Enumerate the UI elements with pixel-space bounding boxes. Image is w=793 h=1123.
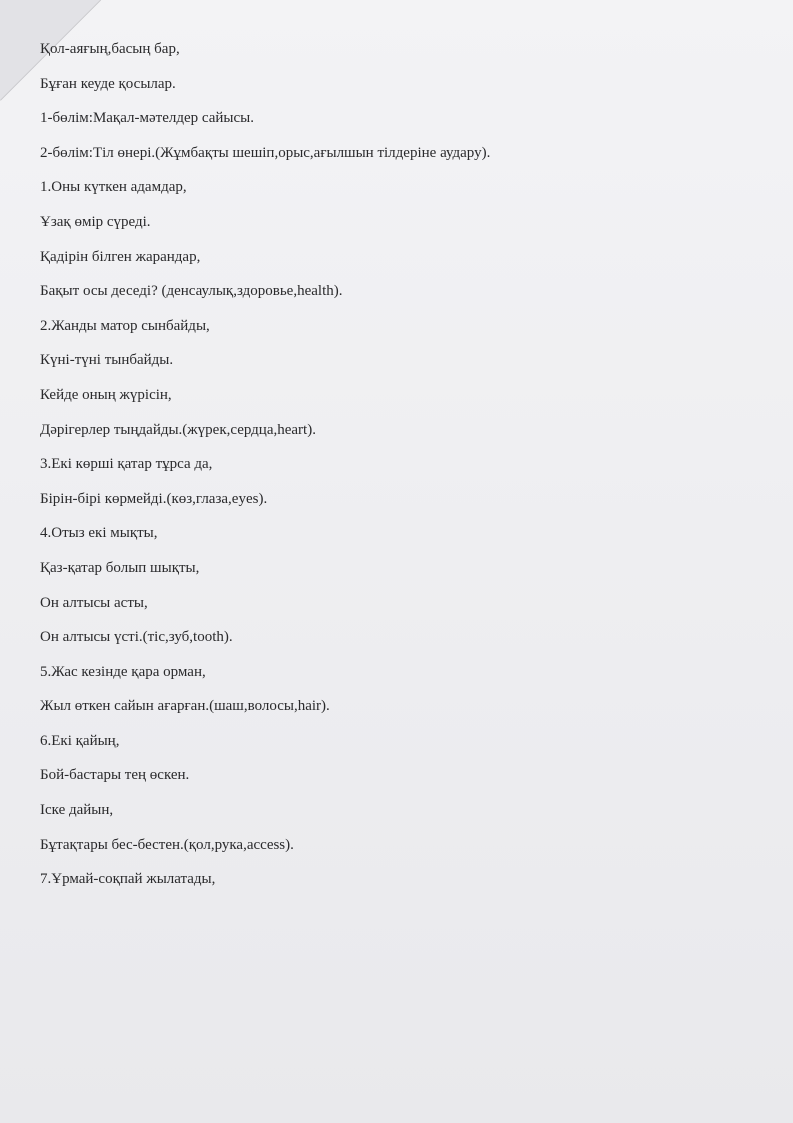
text-body [40,32,780,897]
riddle-line: 5.Жас кезінде қара орман, [40,663,206,680]
riddle-line: Қадірін білген жарандар, [40,248,201,265]
riddle-line: Бой-бастары тең өскен. [40,767,190,784]
riddle-line: Жыл өткен сайын ағарған.(шаш,волосы,hair). [40,698,330,715]
riddle-line: 7.Ұрмай-соқпай жылатады, [40,871,216,888]
riddle-line: Іске дайын, [40,802,114,819]
riddle-line: Күні-түні тынбайды. [40,352,174,369]
riddle-line: 1.Оны күткен адамдар, [40,179,187,196]
riddle-line: 2.Жанды матор сынбайды, [40,317,210,334]
riddle-line: Дәрігерлер тыңдайды.(жүрек,сердца,heart). [40,421,316,438]
riddle-line: Бақыт осы деседі? (денсаулық,здоровье,health). [40,283,343,300]
section-heading: 2-бөлім:Тіл өнері.(Жұмбақты шешіп,орыс,ағылшын тілдеріне аудару). [40,144,491,161]
section-heading: 1-бөлім:Мақал-мәтелдер сайысы. [40,110,254,127]
riddle-line: Ұзақ өмір сүреді. [40,213,151,230]
riddle-line: Бұтақтары бес-бестен.(қол,рука,access). [40,836,294,853]
riddle-line: 6.Екі қайың, [40,732,120,749]
riddle-line: Бірін-бірі көрмейді.(көз,глаза,eyes). [40,490,268,507]
text-line: Қол-аяғың,басың бар, [40,41,180,57]
riddle-line: Он алтысы асты, [40,594,148,611]
riddle-line: Қаз-қатар болып шықты, [40,559,200,576]
riddle-line: Кейде оның жүрісін, [40,386,172,403]
riddle-line: Он алтысы үсті.(тіс,зуб,tooth). [40,629,233,646]
riddle-line: 3.Екі көрші қатар тұрса да, [40,456,213,473]
riddle-line: 4.Отыз екі мықты, [40,525,158,542]
text-line: Бұған кеуде қосылар. [40,75,176,92]
